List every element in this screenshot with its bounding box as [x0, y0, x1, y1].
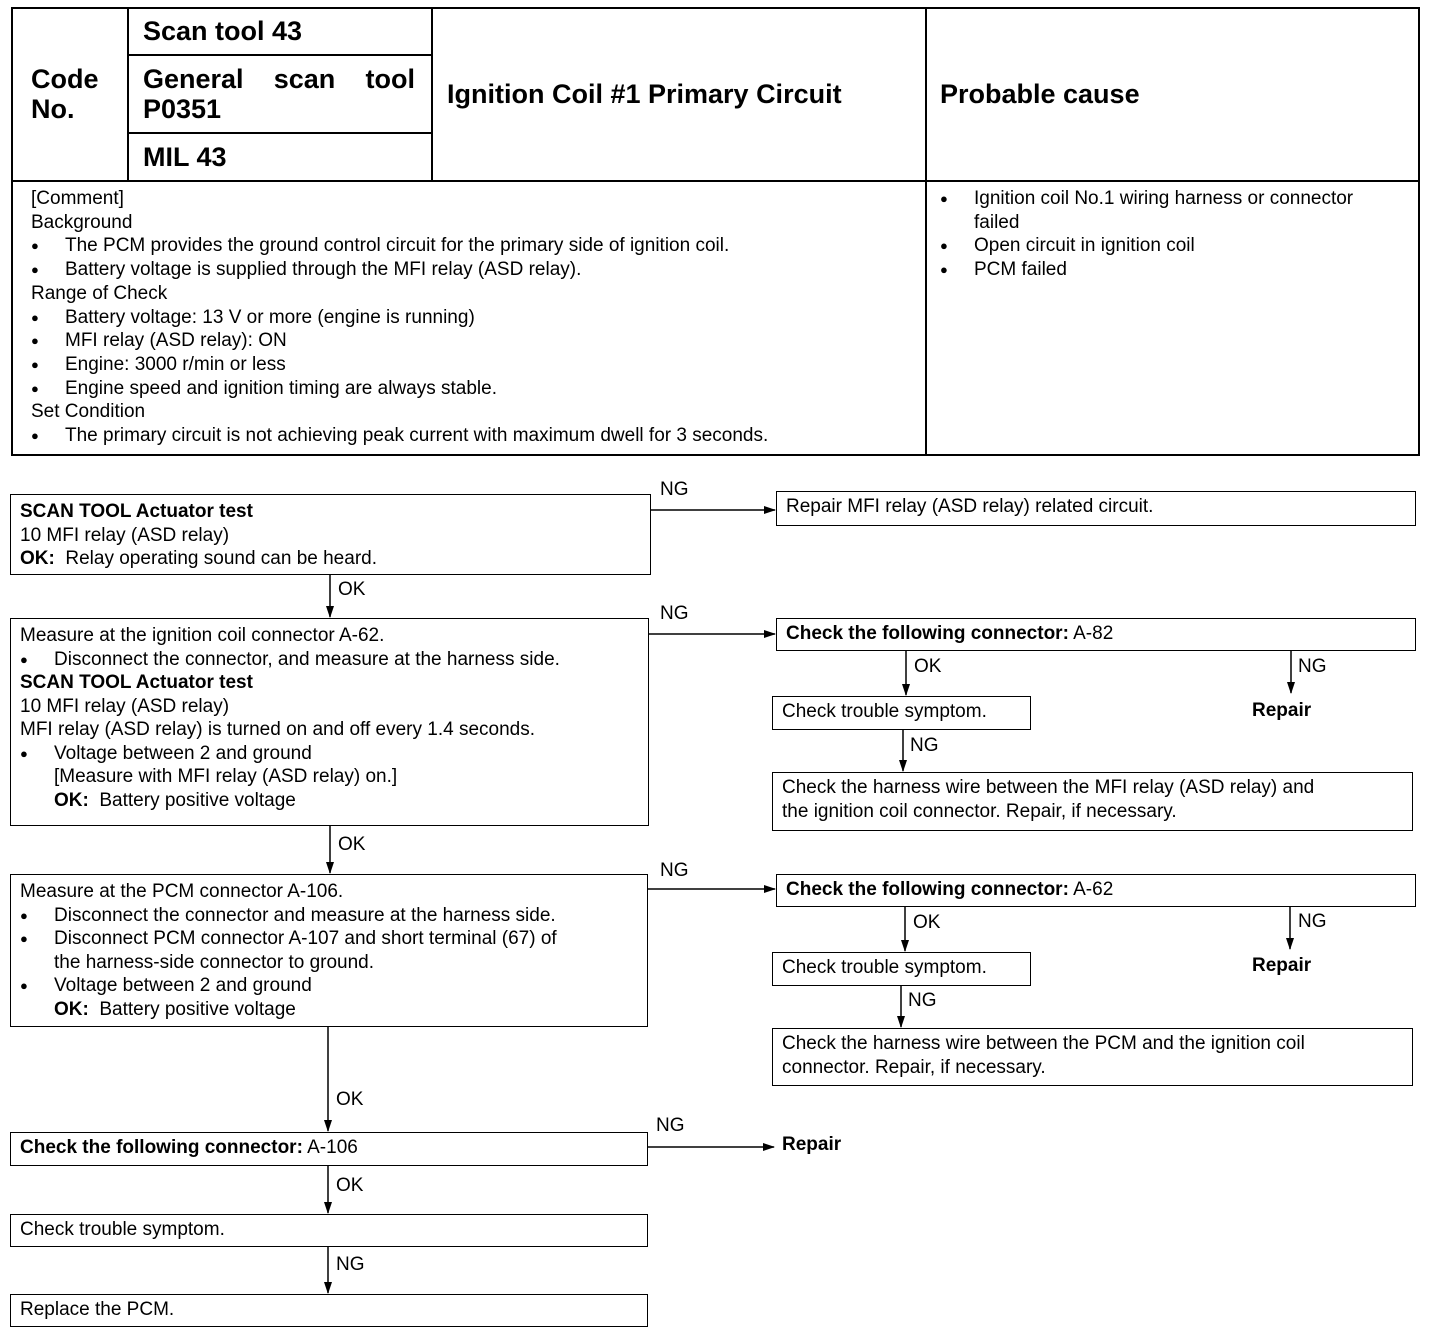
text-line: [20, 547, 641, 571]
line-text: Check the harness wire between the PCM and the ignition coil: [782, 1033, 1305, 1054]
r7-harness-pcm-box: [772, 1028, 1413, 1086]
text-line: [20, 951, 638, 975]
step4-connector-check-box: [10, 1132, 648, 1166]
bold-label: Check the following connector:: [20, 1137, 303, 1158]
line-text: the harness-side connector to ground.: [54, 951, 375, 973]
line-text: The primary circuit is not achieving peak current with maximum dwell for 3 seconds.: [65, 425, 769, 447]
r4-harness-relay-box: [772, 772, 1413, 831]
text-line: [20, 671, 639, 695]
repair-label: Repair: [1252, 955, 1312, 976]
bold-label: OK:: [20, 548, 55, 569]
r1-repair-relay-circuit-box: [776, 491, 1416, 526]
line-text: A-106: [302, 1137, 358, 1158]
line-text: Disconnect the connector, and measure at the harness side.: [54, 648, 560, 670]
line-text: A-62: [1068, 879, 1114, 900]
ok-label: OK: [338, 834, 366, 855]
ng-label: NG: [908, 990, 937, 1011]
ng-label: NG: [910, 735, 939, 756]
line-text: Ignition coil No.1 wiring harness or connector: [974, 188, 1354, 209]
text-line: [20, 695, 639, 719]
text-line: [20, 789, 639, 813]
repair-label: Repair: [782, 1134, 842, 1155]
line-text: Battery positive voltage: [88, 789, 296, 811]
ng-label: NG: [1298, 656, 1327, 677]
text-line: [782, 700, 1021, 724]
line-text: Repair MFI relay (ASD relay) related circuit.: [786, 496, 1154, 517]
ok-label: OK: [914, 656, 942, 677]
line-text: [Measure with MFI relay (ASD relay) on.]: [54, 766, 398, 787]
ng-label: NG: [336, 1254, 365, 1275]
line-text: Set Condition: [31, 401, 146, 423]
step3-pcm-connector-measure-box: [10, 874, 648, 1027]
ng-label: NG: [656, 1115, 685, 1136]
r5-connector-a62-box: [776, 874, 1416, 907]
line-text: the ignition coil connector. Repair, if necessary.: [782, 800, 1177, 822]
line-text: Disconnect the connector and measure at the harness side.: [54, 904, 556, 926]
line-text: Battery voltage: 13 V or more (engine is running): [65, 306, 475, 328]
bold-label: SCAN TOOL Actuator test: [20, 672, 253, 693]
text-line: [20, 1136, 638, 1160]
line-text: MFI relay (ASD relay): ON: [65, 330, 287, 352]
bullet-item: [20, 742, 639, 766]
bold-label: Check the following connector:: [786, 623, 1069, 644]
text-line: [20, 1298, 638, 1322]
text-line: [20, 524, 641, 548]
text-line: [782, 776, 1403, 800]
general-scan-tool-code: General scan tool P0351: [143, 64, 415, 124]
r3-trouble-symptom-box: [772, 696, 1031, 730]
line-text: Measure at the PCM connector A-106.: [20, 881, 344, 902]
line-text: Engine speed and ignition timing are always stable.: [65, 377, 497, 399]
line-text: A-82: [1068, 623, 1114, 644]
text-line: [20, 624, 639, 648]
text-line: [782, 1032, 1403, 1056]
line-text: Disconnect PCM connector A-107 and short terminal (67) of: [54, 928, 557, 949]
code-label: Code No.: [31, 64, 99, 124]
bold-label: OK:: [54, 789, 89, 811]
bullet-item: [20, 974, 638, 998]
text-line: [786, 622, 1406, 646]
text-line: [20, 1218, 638, 1242]
ok-label: OK: [338, 579, 366, 600]
text-line: [782, 956, 1021, 980]
line-text: connector. Repair, if necessary.: [782, 1056, 1046, 1078]
text-line: [782, 1056, 1403, 1080]
line-text: Relay operating sound can be heard.: [54, 548, 377, 569]
ng-label: NG: [660, 603, 689, 624]
line-text: The PCM provides the ground control circuit for the primary side of ignition coil.: [65, 235, 730, 257]
step2-ignition-coil-measure-box: [10, 618, 649, 826]
text-line: [786, 495, 1406, 519]
step6-replace-pcm-box: [10, 1294, 648, 1327]
line-text: Check trouble symptom.: [782, 957, 987, 978]
text-line: [20, 500, 641, 524]
line-text: Engine: 3000 r/min or less: [65, 353, 286, 375]
line-text: Check trouble symptom.: [20, 1219, 225, 1240]
ng-label: NG: [1298, 911, 1327, 932]
line-text: Replace the PCM.: [20, 1299, 175, 1320]
text-line: [20, 718, 639, 742]
text-line: [20, 880, 638, 904]
ok-label: OK: [336, 1089, 364, 1110]
dtc-title: Ignition Coil #1 Primary Circuit: [447, 79, 842, 109]
bullet-item: [20, 904, 638, 928]
line-text: failed: [974, 211, 1020, 233]
line-text: Check trouble symptom.: [782, 701, 987, 722]
line-text: Battery voltage is supplied through the MFI relay (ASD relay).: [65, 259, 582, 281]
line-text: Open circuit in ignition coil: [974, 235, 1195, 257]
ng-label: NG: [660, 860, 689, 881]
scan-tool-code: Scan tool 43: [143, 16, 303, 46]
line-text: PCM failed: [974, 259, 1067, 281]
r6-trouble-symptom-box: [772, 952, 1031, 986]
line-text: Voltage between 2 and ground: [54, 975, 312, 996]
text-line: [20, 998, 638, 1022]
line-text: MFI relay (ASD relay) is turned on and off every 1.4 seconds.: [20, 719, 535, 740]
text-line: [20, 765, 639, 789]
line-text: Battery positive voltage: [88, 998, 296, 1020]
repair-label: Repair: [1252, 700, 1312, 721]
line-text: 10 MFI relay (ASD relay): [20, 695, 230, 717]
line-text: Range of Check: [31, 282, 168, 304]
bold-label: SCAN TOOL Actuator test: [20, 501, 253, 522]
line-text: Check the harness wire between the MFI relay (ASD relay) and: [782, 777, 1315, 798]
step5-trouble-symptom-box: [10, 1214, 648, 1247]
line-text: 10 MFI relay (ASD relay): [20, 524, 230, 546]
ok-label: OK: [336, 1175, 364, 1196]
text-line: [786, 878, 1406, 902]
bullet-item: [20, 927, 638, 951]
line-text: Background: [31, 211, 133, 233]
line-text: Voltage between 2 and ground: [54, 742, 312, 764]
ok-label: OK: [913, 912, 941, 933]
line-text: Measure at the ignition coil connector A-62.: [20, 625, 385, 646]
probable-cause-label: Probable cause: [940, 79, 1140, 109]
bold-label: OK:: [54, 998, 89, 1020]
ng-label: NG: [660, 479, 689, 500]
r2-connector-a82-box: [776, 618, 1416, 651]
text-line: [782, 800, 1403, 824]
step1-actuator-test-box: [10, 494, 651, 575]
line-text: [Comment]: [31, 188, 124, 209]
bullet-item: [20, 648, 639, 672]
bold-label: Check the following connector:: [786, 879, 1069, 900]
mil-code: MIL 43: [143, 142, 227, 172]
